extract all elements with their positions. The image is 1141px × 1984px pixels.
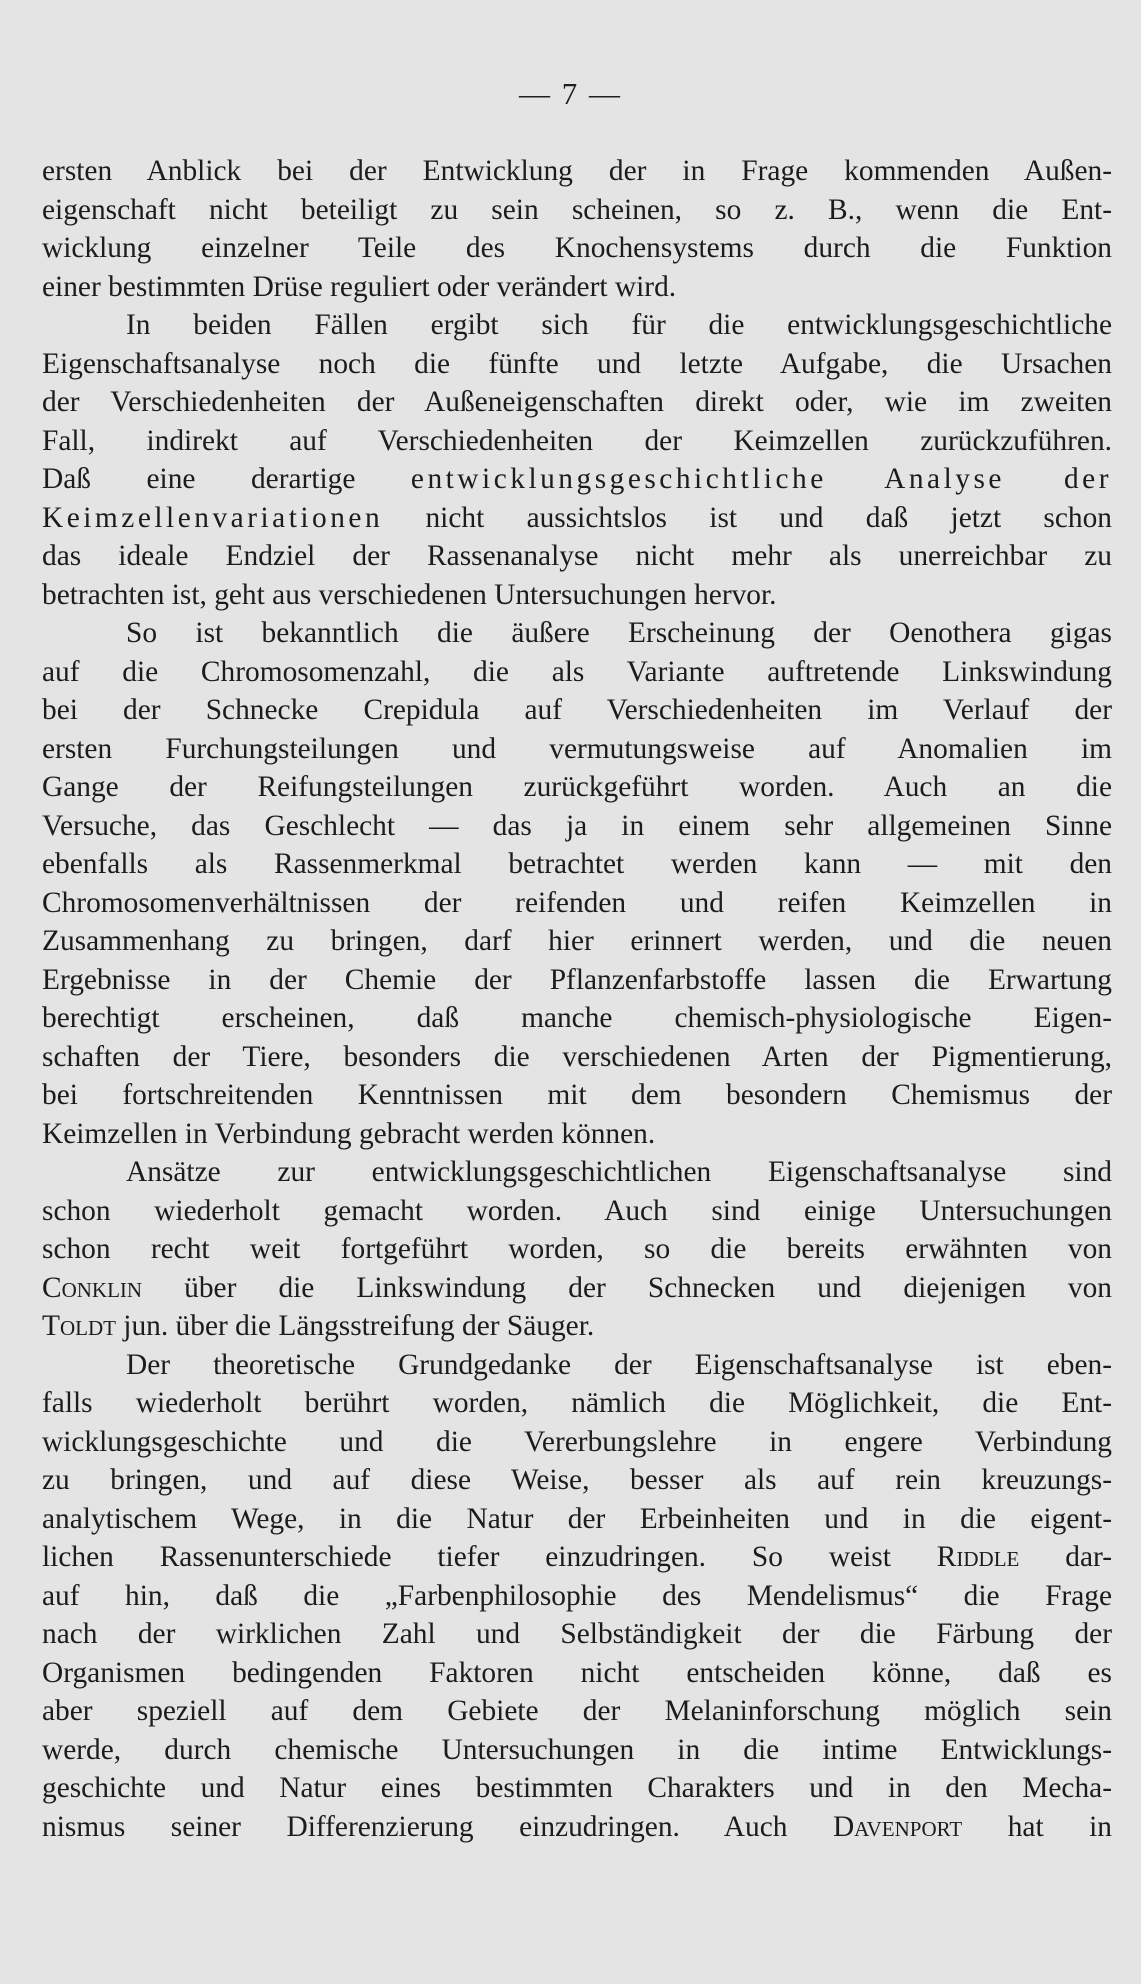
emphasized-text: Keimzellenvariationen	[42, 501, 384, 534]
text-run: Daß eine derartige	[42, 463, 411, 495]
author-name: Davenport	[832, 1810, 963, 1843]
page-number: — 7 —	[519, 76, 622, 111]
text-line: So ist bekanntlich die äußere Erscheinung der Oenothera gigas	[126, 617, 1112, 649]
text-line: wicklung einzelner Teile des Knochensystems durch die Funktion	[42, 232, 1112, 264]
text-line: schaften der Tiere, besonders die verschiedenen Arten der Pigmentierung,	[42, 1040, 1112, 1073]
text-line: falls wiederholt berührt worden, nämlich die Möglichkeit, die Ent-	[42, 1387, 1112, 1419]
text-line: ersten Anblick bei der Entwicklung der in Frage kommenden Außen-	[42, 155, 1112, 187]
author-name: Riddle	[936, 1541, 1020, 1573]
text-line: Gange der Reifungsteilungen zurückgeführt worden. Auch an die	[42, 771, 1112, 803]
text-line: Ansätze zur entwicklungsgeschichtlichen Eigenschaftsanalyse sind	[126, 1156, 1112, 1188]
text-line: auf die Chromosomenzahl, die als Variante auftretende Linkswindung	[42, 655, 1112, 688]
text-line: Chromosomenverhältnissen der reifenden und reifen Keimzellen in	[42, 886, 1112, 919]
text-line: Fall, indirekt auf Verschiedenheiten der Keimzellen zurückzuführen.	[42, 424, 1112, 457]
text-line: schon recht weit fortgeführt worden, so die bereits erwähnten von	[42, 1233, 1112, 1265]
text-line: bei der Schnecke Crepidula auf Verschiedenheiten im Verlauf der	[42, 694, 1112, 726]
text-line: Zusammenhang zu bringen, darf hier erinnert werden, und die neuen	[42, 925, 1112, 957]
text-line: Der theoretische Grundgedanke der Eigenschaftsanalyse ist eben-	[126, 1348, 1112, 1381]
text-run: lichen Rassenunterschiede tiefer einzudringen. So weist	[42, 1541, 937, 1573]
emphasized-text: entwicklungsgeschichtliche Analyse der	[410, 463, 1112, 495]
text-line: aber speziell auf dem Gebiete der Melaninforschung möglich sein	[42, 1695, 1112, 1727]
text-line: ebenfalls als Rassenmerkmal betrachtet werden kann — mit den	[42, 848, 1112, 880]
text-line: zu bringen, und auf diese Weise, besser als auf rein kreuzungs-	[42, 1464, 1112, 1496]
text-line: Eigenschaftsanalyse noch die fünfte und letzte Aufgabe, die Ursachen	[42, 347, 1112, 380]
body-text	[42, 152, 1112, 1846]
text-line	[42, 1808, 1112, 1847]
text-line: Keimzellen in Verbindung gebracht werden können.	[42, 1117, 656, 1150]
text-line: einer bestimmten Drüse reguliert oder verändert wird.	[42, 270, 677, 303]
text-line: wicklungsgeschichte und die Vererbungslehre in engere Verbindung	[42, 1425, 1112, 1458]
text-line: nach der wirklichen Zahl und Selbständigkeit der die Färbung der	[42, 1618, 1112, 1650]
text-line	[42, 1307, 1112, 1346]
text-line: auf hin, daß die „Farbenphilosophie des Mendelismus“ die Frage	[42, 1579, 1112, 1612]
text-line: bei fortschreitenden Kenntnissen mit dem besondern Chemismus der	[42, 1079, 1112, 1111]
text-line: betrachten ist, geht aus verschiedenen Untersuchungen hervor.	[42, 578, 777, 611]
text-line: ersten Furchungsteilungen und vermutungsweise auf Anomalien im	[42, 732, 1112, 765]
text-run: jun. über die Längsstreifung der Säuger.	[115, 1310, 595, 1342]
text-run: über die Linkswindung der Schnecken und diejenigen von	[142, 1271, 1112, 1304]
text-line: In beiden Fällen ergibt sich für die entwicklungsgeschichtliche	[126, 309, 1112, 341]
text-line: geschichte und Natur eines bestimmten Charakters und in den Mecha-	[42, 1772, 1112, 1804]
text-line: werde, durch chemische Untersuchungen in die intime Entwicklungs-	[42, 1733, 1112, 1766]
author-name: Toldt	[42, 1310, 116, 1342]
text-line: Organismen bedingenden Faktoren nicht entscheiden könne, daß es	[42, 1656, 1112, 1689]
text-run: nismus seiner Differenzierung einzudringen. Auch	[42, 1810, 833, 1843]
text-line: Ergebnisse in der Chemie der Pflanzenfarbstoffe lassen die Erwartung	[42, 963, 1112, 996]
text-line: der Verschiedenheiten der Außeneigenschaften direkt oder, wie im zweiten	[42, 386, 1112, 418]
text-line: schon wiederholt gemacht worden. Auch sind einige Untersuchungen	[42, 1194, 1112, 1227]
text-run: nicht aussichtslos ist und daß jetzt schon	[383, 501, 1112, 534]
text-run: hat in	[962, 1810, 1112, 1843]
text-line	[42, 460, 1112, 499]
text-line: berechtigt erscheinen, daß manche chemisch-physiologische Eigen-	[42, 1002, 1112, 1034]
text-line: das ideale Endziel der Rassenanalyse nicht mehr als unerreichbar zu	[42, 540, 1112, 572]
text-line: analytischem Wege, in die Natur der Erbeinheiten und in die eigent-	[42, 1502, 1112, 1535]
text-line: eigenschaft nicht beteiligt zu sein scheinen, so z. B., wenn die Ent-	[42, 193, 1112, 226]
text-line: Versuche, das Geschlecht — das ja in einem sehr allgemeinen Sinne	[42, 809, 1112, 842]
text-run: dar-	[1019, 1541, 1112, 1573]
text-line	[42, 1538, 1112, 1577]
text-line	[42, 1269, 1112, 1308]
author-name: Conklin	[42, 1271, 143, 1304]
text-line	[42, 499, 1112, 538]
